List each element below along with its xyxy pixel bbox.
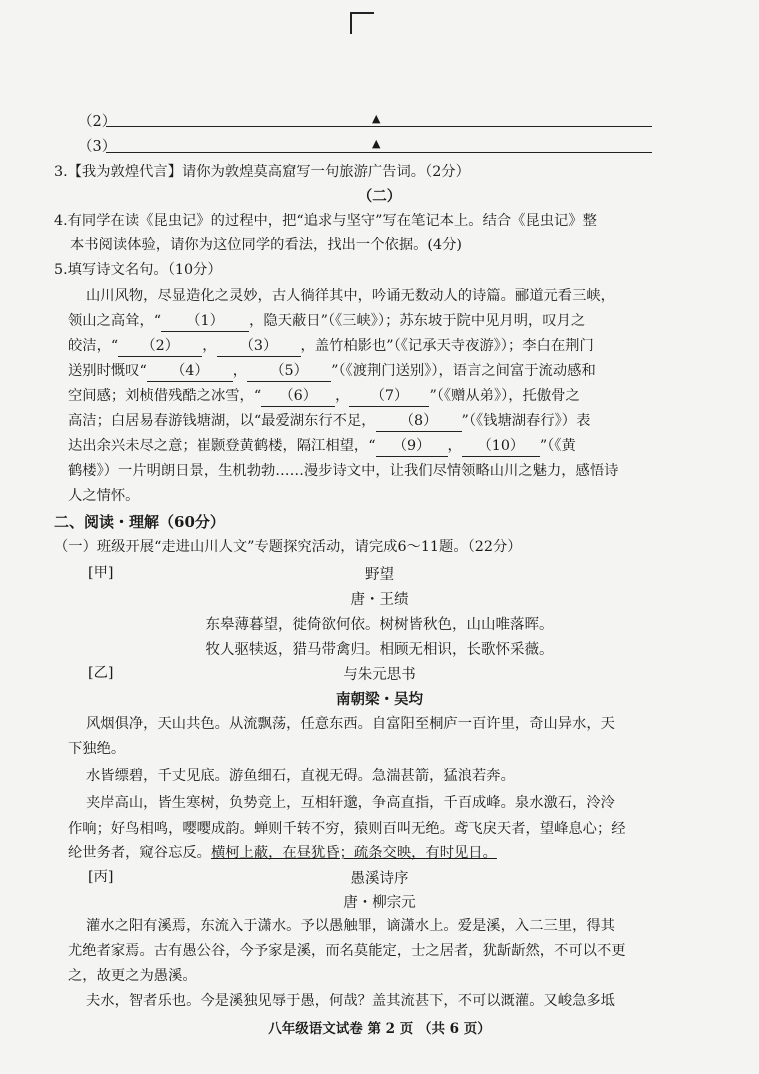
bing-line2: 尤绝者家焉。古有愚公谷，今予家是溪，而名莫能定，士之居者，犹龂龂然，不可以不更 bbox=[68, 943, 626, 959]
q5-line9: 人之情怀。 bbox=[68, 488, 140, 504]
bing-tag: [丙] bbox=[88, 869, 114, 885]
blank-7[interactable]: （7） bbox=[349, 386, 429, 407]
q5-line2: 领山之高耸，“ （1） ，隐天蔽日”（《三峡》）；苏东坡于院中见月明，叹月之 bbox=[68, 311, 585, 332]
q5-line7: 达出余兴未尽之意；崔颢登黄鹤楼，隔江相望，“ （9） ， （10） ”（《黄 bbox=[68, 436, 576, 457]
page-footer: 八年级语文试卷 第 2 页 （共 6 页） bbox=[268, 1021, 491, 1037]
q5-line6: 高洁；白居易春游钱塘湖，以“最爱湖东行不足， （8） ”（《钱塘湖春行》）表 bbox=[68, 411, 590, 432]
blank-5[interactable]: （5） bbox=[247, 361, 331, 382]
question-4-line2: 本书阅读体验，请你为这位同学的看法，找出一个依据。(4分) bbox=[70, 237, 462, 253]
answer-marker-3: ▲ bbox=[372, 137, 381, 150]
answer-marker-2: ▲ bbox=[372, 112, 381, 125]
question-4-line1: 4.有同学在读《昆虫记》的过程中，把“追求与坚守”写在笔记本上。结合《昆虫记》整 bbox=[54, 213, 597, 229]
jia-tag: [甲] bbox=[88, 565, 114, 581]
bing-line1: 灌水之阳有溪焉，东流入于潇水。予以愚触罪，谪潇水上。爱是溪，入二三里，得其 bbox=[86, 918, 615, 934]
jia-line2: 牧人驱犊返，猎马带禽归。相顾无相识，长歌怀采薇。 bbox=[205, 642, 554, 658]
q5-line3: 皎洁，“ （2） ， （3） ，盖竹柏影也”（《记承天寺夜游》）；李白在荆门 bbox=[68, 336, 594, 357]
yi-line6: 纶世务者，窥谷忘反。横柯上蔽，在昼犹昏；疏条交映，有时见日。 bbox=[68, 845, 497, 861]
answer-label-3: （3） bbox=[78, 139, 117, 155]
blank-9[interactable]: （9） bbox=[376, 436, 448, 457]
blank-8[interactable]: （8） bbox=[376, 411, 462, 432]
part2-intro: （一）班级开展“走进山川人文”专题探究活动，请完成6～11题。（22分） bbox=[54, 539, 522, 555]
corner-mark bbox=[350, 12, 374, 34]
yi-title: 与朱元思书 bbox=[343, 667, 416, 683]
part2-title: 二、阅读・理解（60分） bbox=[54, 513, 225, 531]
blank-3[interactable]: （3） bbox=[217, 336, 301, 357]
yi-tag: [乙] bbox=[88, 665, 114, 681]
bing-line4: 夫水，智者乐也。今是溪独见辱于愚，何哉？盖其流甚下，不可以溉灌。又峻急多坻 bbox=[86, 993, 615, 1009]
underlined-sentence: 横柯上蔽，在昼犹昏；疏条交映，有时见日。 bbox=[210, 845, 497, 861]
jia-title: 野望 bbox=[365, 567, 394, 583]
yi-line4: 夹岸高山，皆生寒树，负势竞上，互相轩邈，争高直指，千百成峰。泉水激石，泠泠 bbox=[86, 795, 615, 811]
jia-line1: 东皋薄暮望，徙倚欲何依。树树皆秋色，山山唯落晖。 bbox=[205, 617, 554, 633]
blank-2[interactable]: （2） bbox=[118, 336, 202, 357]
question-5-title: 5.填写诗文名句。（10分） bbox=[54, 262, 222, 278]
answer-line-3 bbox=[106, 152, 652, 153]
jia-author: 唐・王绩 bbox=[350, 592, 409, 608]
q5-line5: 空间感；刘桢借残酷之冰雪，“ （6） ， （7） ”（《赠从弟》），托傲骨之 bbox=[68, 386, 580, 407]
blank-6[interactable]: （6） bbox=[261, 386, 335, 407]
q5-line8: 鹤楼》）一片明朗日景，生机勃勃……漫步诗文中，让我们尽情领略山川之魅力，感悟诗 bbox=[68, 463, 619, 479]
q5-line4: 送别时慨叹“ （4） ， （5） ”（《渡荆门送别》），语言之间富于流动感和 bbox=[68, 361, 596, 382]
answer-line-2 bbox=[106, 126, 652, 127]
blank-10[interactable]: （10） bbox=[462, 436, 540, 457]
answer-label-2: （2） bbox=[78, 114, 117, 130]
question-3: 3.【我为敦煌代言】请你为敦煌莫高窟写一句旅游广告词。（2分） bbox=[54, 164, 470, 180]
yi-author: 南朝梁・吴均 bbox=[336, 691, 423, 708]
yi-line3: 水皆缥碧，千丈见底。游鱼细石，直视无碍。急湍甚箭，猛浪若奔。 bbox=[86, 768, 515, 784]
bing-line3: 之，故更之为愚溪。 bbox=[68, 968, 197, 984]
blank-1[interactable]: （1） bbox=[161, 311, 249, 332]
yi-line2: 下独绝。 bbox=[68, 741, 126, 757]
yi-line1: 风烟俱净，天山共色。从流飘荡，任意东西。自富阳至桐庐一百许里，奇山异水，天 bbox=[86, 716, 615, 732]
yi-line5: 作响；好鸟相鸣，嘤嘤成韵。蝉则千转不穷，猿则百叫无绝。鸢飞戾天者，望峰息心；经 bbox=[68, 821, 626, 837]
bing-author: 唐・柳宗元 bbox=[343, 895, 416, 911]
blank-4[interactable]: （4） bbox=[147, 361, 233, 382]
bing-title: 愚溪诗序 bbox=[350, 871, 409, 887]
q5-line1: 山川风物，尽显造化之灵妙，古人徜徉其中，吟诵无数动人的诗篇。郦道元看三峡， bbox=[86, 288, 615, 304]
section-two-mark: （二） bbox=[357, 188, 402, 205]
